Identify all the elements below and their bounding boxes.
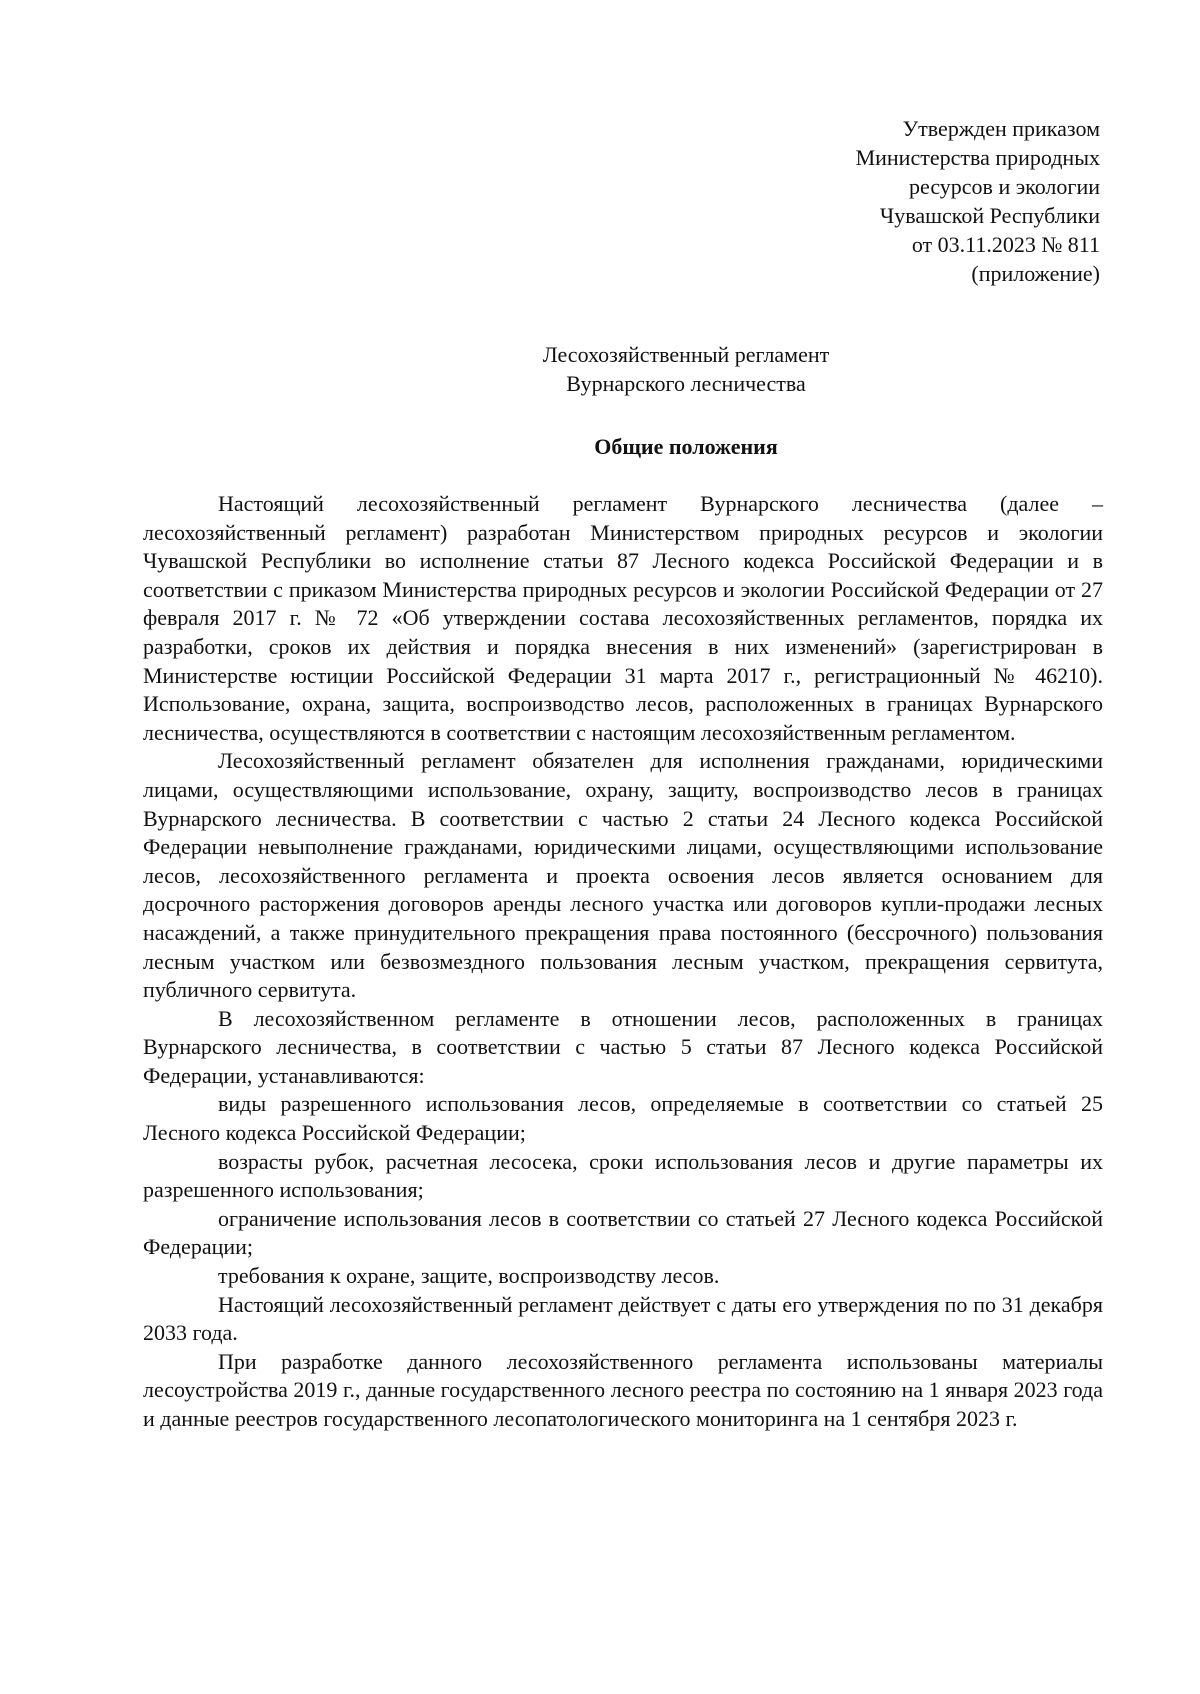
approval-line: Утвержден приказом: [902, 116, 1100, 141]
approval-line: Министерства природных: [855, 145, 1100, 170]
approval-line: Чувашской Республики: [879, 203, 1100, 228]
list-item: требования к охране, защите, воспроизводству лесов.: [218, 1263, 720, 1289]
document-title-line: Лесохозяйственный регламент: [542, 342, 830, 367]
approval-line: (приложение): [971, 261, 1100, 286]
approval-line: ресурсов и экологии: [909, 174, 1100, 199]
paragraph: Настоящий лесохозяйственный регламент действует с даты его утверждения по по 31 декабря 2033 года.: [143, 1291, 1103, 1346]
approval-block: [856, 114, 1100, 288]
list-item: возрасты рубок, расчетная лесосека, сроки использования лесов и другие параметры их разрешенного использования;: [143, 1148, 1103, 1203]
list-item: ограничение использования лесов в соответствии со статьей 27 Лесного кодекса Российской Федерации;: [143, 1205, 1103, 1260]
document-body: [143, 490, 1103, 1434]
section-heading: Общие положения: [594, 434, 778, 459]
document-title-line: Вурнарского лесничества: [566, 371, 806, 396]
document-title: [0, 340, 1200, 398]
list-item: виды разрешенного использования лесов, определяемые в соответствии со статьей 25 Лесного кодекса Российской Федерации;: [143, 1091, 1103, 1146]
paragraph: Лесохозяйственный регламент обязателен для исполнения гражданами, юридическими лицами, осуществляющими использование, охрану, защиту, воспроизводство лесов в границах Вурнарского лесничества. В соответствии с частью 2 статьи 24 Лесного кодекса Российской Федерации невыполнение гражданами, юридическими лицами, осуществляющими использование лесов, лесохозяйственного регламента и проекта освоения лесов является основанием для досрочного расторжения договоров аренды лесного участка или договоров купли-продажи лесных насаждений, а также принудительного прекращения права постоянного (бессрочного) пользования лесным участком или безвозмездного пользования лесным участком, прекращения сервитута, публичного сервитута.: [143, 748, 1103, 1003]
paragraph: В лесохозяйственном регламенте в отношении лесов, расположенных в границах Вурнарского лесничества, в соответствии с частью 5 статьи 87 Лесного кодекса Российской Федерации, устанавливаются:: [143, 1005, 1103, 1088]
paragraph: Настоящий лесохозяйственный регламент Вурнарского лесничества (далее – лесохозяйственный регламент) разработан Министерством природных ресурсов и экологии Чувашской Республики во исполнение статьи 87 Лесного кодекса Российской Федерации и в соответствии с приказом Министерства природных ресурсов и экологии Российской Федерации от 27 февраля 2017 г. № 72 «Об утверждении состава лесохозяйственных регламентов, порядка их разработки, сроков их действия и порядка внесения в них изменений» (зарегистрирован в Министерстве юстиции Российской Федерации 31 марта 2017 г., регистрационный № 46210). Использование, охрана, защита, воспроизводство лесов, расположенных в границах Вурнарского лесничества, осуществляются в соответствии с настоящим лесохозяйственным регламентом.: [143, 491, 1103, 745]
approval-line: от 03.11.2023 № 811: [911, 232, 1100, 257]
paragraph: При разработке данного лесохозяйственного регламента использованы материалы лесоустройства 2019 г., данные государственного лесного реестра по состоянию на 1 января 2023 года и данные реестров государственного лесопатологического мониторинга на 1 сентября 2023 г.: [143, 1348, 1103, 1431]
